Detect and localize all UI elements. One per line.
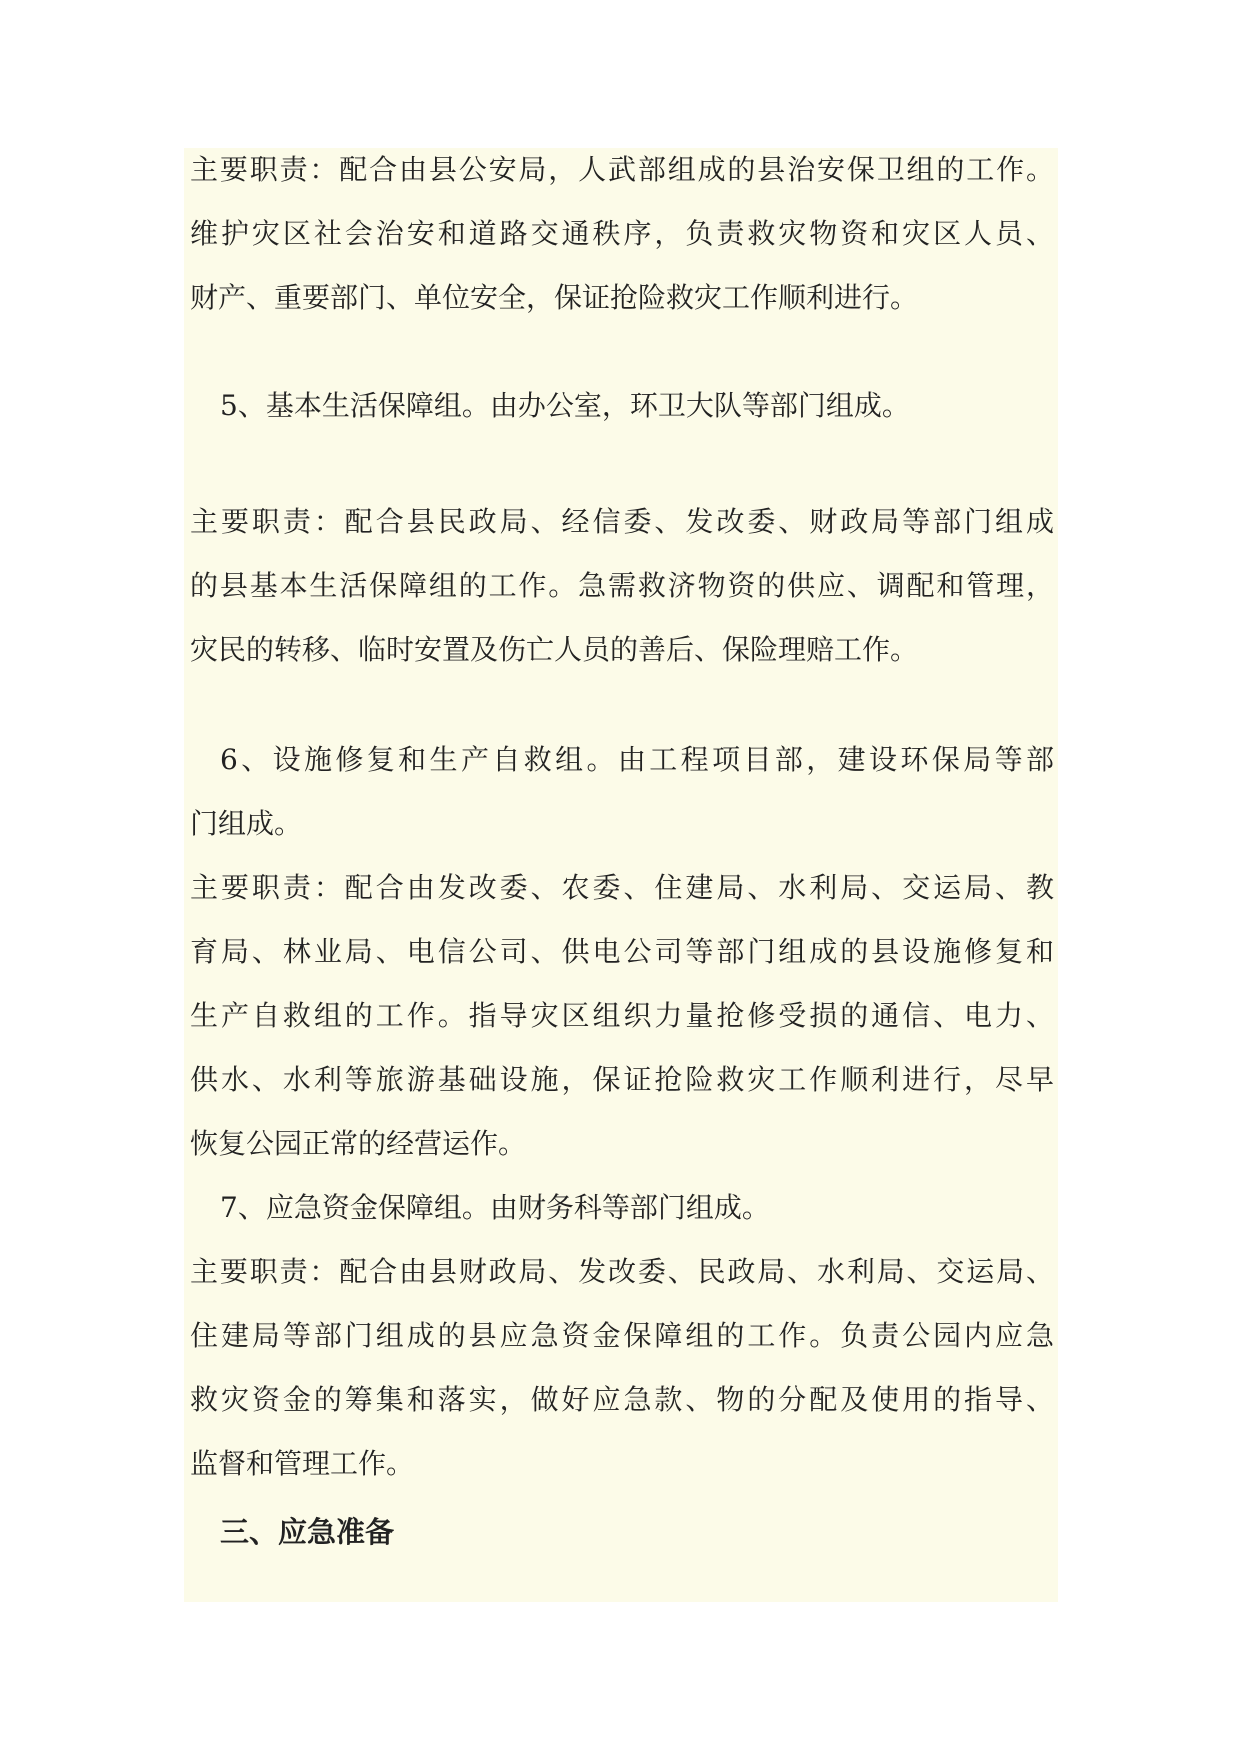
paragraph-line: 主要职责：配合由县财政局、发改委、民政局、水利局、交运局、: [190, 1255, 1054, 1288]
paragraph-line: 主要职责：配合由县公安局，人武部组成的县治安保卫组的工作。: [190, 153, 1054, 186]
paragraph-line: 育局、林业局、电信公司、供电公司等部门组成的县设施修复和: [190, 935, 1054, 968]
chapter-heading: 三、应急准备: [220, 1515, 395, 1549]
paragraph-line: 供水、水利等旅游基础设施，保证抢险救灾工作顺利进行，尽早: [190, 1063, 1054, 1096]
paragraph-line: 监督和管理工作。: [190, 1447, 415, 1480]
section-heading-7: 7、应急资金保障组。由财务科等部门组成。: [220, 1191, 770, 1224]
paragraph-line: 住建局等部门组成的县应急资金保障组的工作。负责公园内应急: [190, 1319, 1054, 1352]
paragraph-line: 生产自救组的工作。指导灾区组织力量抢修受损的通信、电力、: [190, 999, 1054, 1032]
paragraph-line: 救灾资金的筹集和落实，做好应急款、物的分配及使用的指导、: [190, 1383, 1054, 1416]
paragraph-line: 门组成。: [190, 807, 303, 840]
paragraph-line: 财产、重要部门、单位安全，保证抢险救灾工作顺利进行。: [190, 281, 919, 314]
paragraph-line: 恢复公园正常的经营运作。: [190, 1127, 527, 1160]
section-heading-6: 6、设施修复和生产自救组。由工程项目部，建设环保局等部: [220, 743, 1054, 776]
paragraph-line: 灾民的转移、临时安置及伤亡人员的善后、保险理赔工作。: [190, 633, 919, 666]
paragraph-line: 主要职责：配合县民政局、经信委、发改委、财政局等部门组成: [190, 505, 1054, 538]
section-heading-5: 5、基本生活保障组。由办公室，环卫大队等部门组成。: [220, 389, 910, 422]
paragraph-line: 主要职责：配合由发改委、农委、住建局、水利局、交运局、教: [190, 871, 1054, 904]
paragraph-line: 的县基本生活保障组的工作。急需救济物资的供应、调配和管理，: [190, 569, 1054, 602]
paragraph-line: 维护灾区社会治安和道路交通秩序，负责救灾物资和灾区人员、: [190, 217, 1054, 250]
